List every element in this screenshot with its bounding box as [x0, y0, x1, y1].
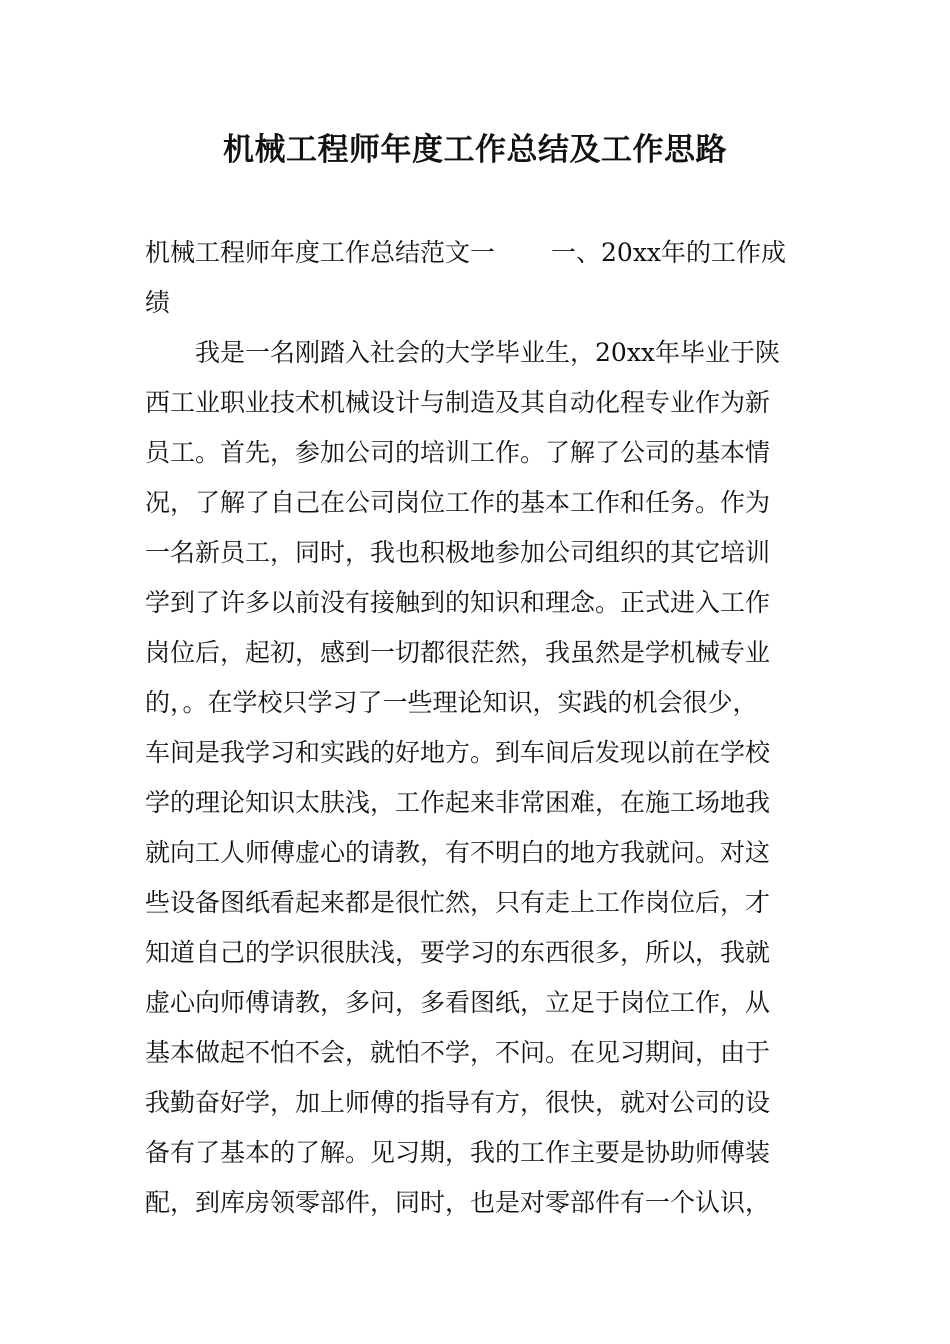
- paragraph-line: 岗位后，起初，感到一切都很茫然，我虽然是学机械专业: [145, 638, 771, 667]
- paragraph-line: 基本做起不怕不会，就怕不学，不问。在见习期间，由于: [145, 1038, 771, 1067]
- paragraph-line: 西工业职业技术机械设计与制造及其自动化程专业作为新: [145, 388, 771, 417]
- document-body: [145, 228, 810, 1228]
- paragraph-line: 知道自己的学识很肤浅，要学习的东西很多，所以，我就: [145, 938, 771, 967]
- paragraph-line: 一名新员工，同时，我也积极地参加公司组织的其它培训: [145, 538, 771, 567]
- paragraph-line: 员工。首先，参加公司的培训工作。了解了公司的基本情: [145, 438, 771, 467]
- paragraph-line: 况，了解了自己在公司岗位工作的基本工作和任务。作为: [145, 488, 771, 517]
- paragraph-line: 学的理论知识太肤浅，工作起来非常困难，在施工场地我: [145, 788, 771, 817]
- section-heading: 一、20xx年的工作成: [551, 238, 787, 267]
- paragraph-line: 虚心向师傅请教，多问，多看图纸，立足于岗位工作，从: [145, 988, 771, 1017]
- section-heading-line: [145, 228, 810, 278]
- paragraph-line: 备有了基本的了解。见习期，我的工作主要是协助师傅装: [145, 1138, 771, 1167]
- sample-heading: 机械工程师年度工作总结范文一: [145, 238, 496, 267]
- section-heading-continuation: 绩: [145, 288, 171, 317]
- paragraph-line: 我是一名刚踏入社会的大学毕业生，20xx年毕业于陕: [195, 338, 781, 367]
- document-title: 机械工程师年度工作总结及工作思路: [223, 132, 727, 168]
- paragraph-line: 的，。在学校只学习了一些理论知识，实践的机会很少，: [145, 688, 758, 717]
- paragraph-line: 些设备图纸看起来都是很忙然，只有走上工作岗位后，才: [145, 888, 771, 917]
- paragraph-line: 学到了许多以前没有接触到的知识和理念。正式进入工作: [145, 588, 771, 617]
- paragraph-line: 就向工人师傅虚心的请教，有不明白的地方我就问。对这: [145, 838, 771, 867]
- paragraph-line: 车间是我学习和实践的好地方。到车间后发现以前在学校: [145, 738, 771, 767]
- paragraph-line: 我勤奋好学，加上师傅的指导有方，很快，就对公司的设: [145, 1088, 771, 1117]
- paragraph-line: 配，到库房领零部件，同时，也是对零部件有一个认识，: [145, 1188, 771, 1217]
